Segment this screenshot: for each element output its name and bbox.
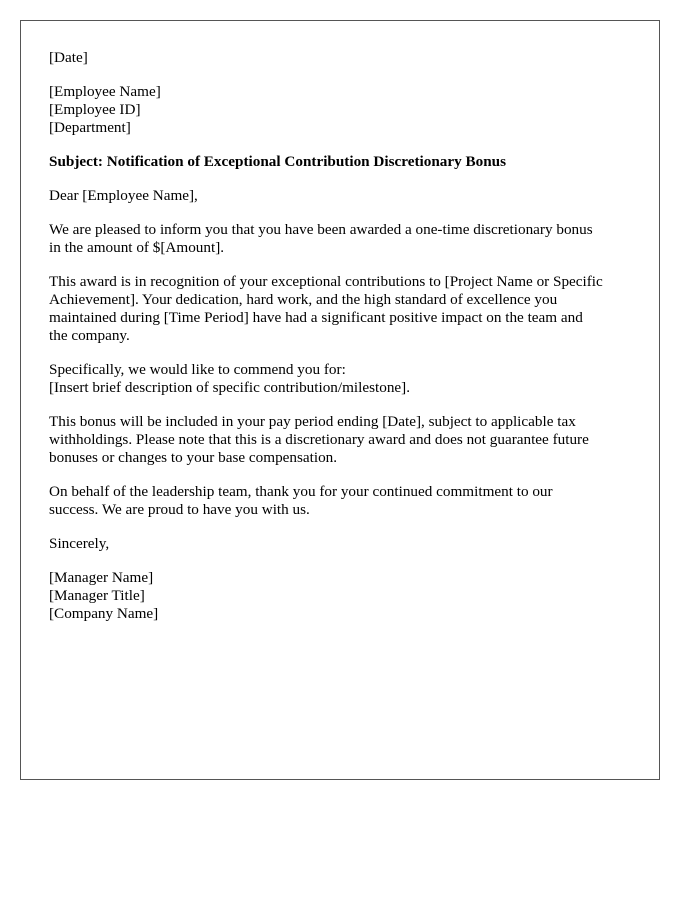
- closing-block: [49, 535, 639, 553]
- paragraph-line: On behalf of the leadership team, thank you for your continued commitment to our: [49, 483, 553, 500]
- recipient-name: [Employee Name]: [49, 83, 161, 100]
- paragraph-line: This bonus will be included in your pay period ending [Date], subject to applicable tax: [49, 413, 576, 430]
- signature-title: [Manager Title]: [49, 587, 145, 604]
- recipient-block: [49, 83, 639, 137]
- paragraph-recognition: [49, 273, 639, 345]
- recipient-department: [Department]: [49, 119, 131, 136]
- subject-line: Subject: Notification of Exceptional Contribution Discretionary Bonus: [49, 153, 507, 170]
- subject-block: [49, 153, 639, 171]
- paragraph-payment: [49, 413, 639, 467]
- salutation: Dear [Employee Name],: [49, 187, 198, 204]
- paragraph-line: [Insert brief description of specific contribution/milestone].: [49, 379, 411, 396]
- paragraph-line: bonuses or changes to your base compensation.: [49, 449, 338, 466]
- signature-block: [49, 569, 639, 623]
- paragraph-line: Specifically, we would like to commend you for:: [49, 361, 346, 378]
- signature-company: [Company Name]: [49, 605, 159, 622]
- paragraph-award: [49, 221, 639, 257]
- signature-name: [Manager Name]: [49, 569, 154, 586]
- closing: Sincerely,: [49, 535, 110, 552]
- paragraph-line: withholdings. Please note that this is a discretionary award and does not guarantee future: [49, 431, 589, 448]
- paragraph-line: the company.: [49, 327, 130, 344]
- recipient-id: [Employee ID]: [49, 101, 141, 118]
- letter-body: [49, 49, 639, 639]
- paragraph-thanks: [49, 483, 639, 519]
- paragraph-line: We are pleased to inform you that you have been awarded a one-time discretionary bonus: [49, 221, 593, 238]
- paragraph-line: success. We are proud to have you with us.: [49, 501, 310, 518]
- letter-page: [20, 20, 660, 780]
- date-block: [49, 49, 639, 67]
- letter-date: [Date]: [49, 49, 88, 66]
- paragraph-line: in the amount of $[Amount].: [49, 239, 225, 256]
- paragraph-line: maintained during [Time Period] have had a significant positive impact on the team and: [49, 309, 583, 326]
- paragraph-line: Achievement]. Your dedication, hard work, and the high standard of excellence you: [49, 291, 558, 308]
- paragraph-line: This award is in recognition of your exceptional contributions to [Project Name or Specific: [49, 273, 603, 290]
- salutation-block: [49, 187, 639, 205]
- paragraph-commendation: [49, 361, 639, 397]
